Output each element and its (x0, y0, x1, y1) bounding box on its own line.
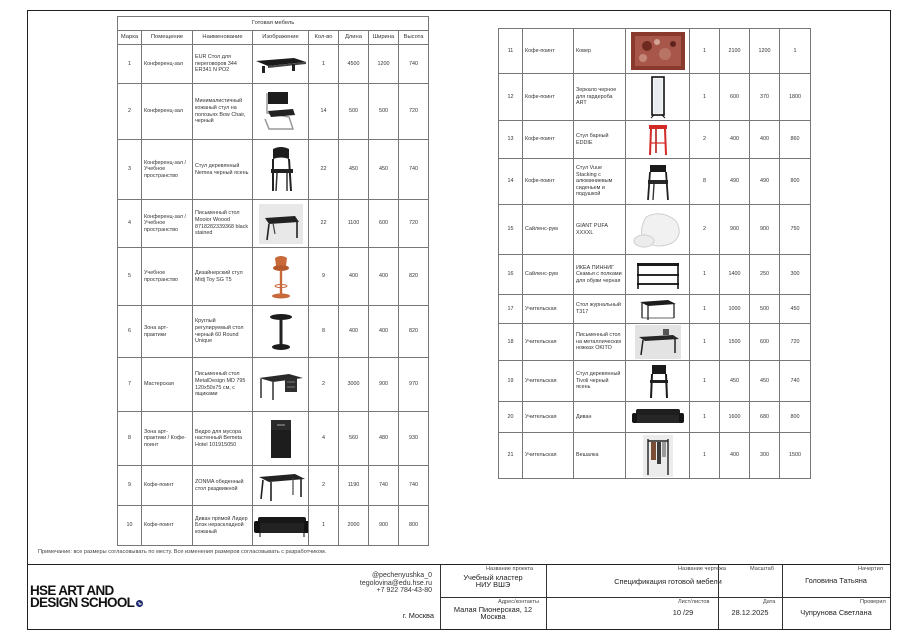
row-qty: 4 (309, 412, 339, 466)
row-mark: 1 (118, 45, 142, 84)
table-row (118, 506, 429, 546)
row-qty: 8 (690, 159, 720, 205)
row-name: GIANT PUFA XXXXL (574, 205, 626, 255)
address-label: Адрес/контакты (498, 599, 539, 605)
row-height: 800 (780, 159, 811, 205)
header-mark: Марка (118, 31, 142, 45)
row-height: 720 (780, 324, 811, 361)
row-mark: 11 (499, 29, 523, 74)
row-height: 740 (399, 140, 429, 200)
row-height: 930 (399, 412, 429, 466)
logo-badge-icon: Ъ (137, 600, 142, 606)
table-row (118, 412, 429, 466)
row-mark: 9 (118, 466, 142, 506)
row-image (253, 358, 309, 412)
row-height: 300 (780, 255, 811, 295)
row-length: 600 (720, 74, 750, 121)
sheets-label: Лист/листов (678, 599, 710, 605)
row-qty: 1 (690, 402, 720, 433)
table-row (499, 121, 811, 159)
row-image (626, 121, 690, 159)
contact-phone: +7 922 784-43-80 (376, 587, 432, 595)
row-image (253, 200, 309, 248)
table-row (499, 324, 811, 361)
row-qty: 2 (690, 121, 720, 159)
contact-handle: @pechenyushka_0 (371, 572, 432, 579)
header-length: Длина (339, 31, 369, 45)
row-name: ZONMA обеденный стол раздвижной (193, 466, 253, 506)
address-value-1: Малая Пионерская, 12 (453, 605, 533, 614)
row-name: Стул барный EDDIE (574, 121, 626, 159)
header-image: Изображение (253, 31, 309, 45)
row-name: Ведро для мусора настенный Bemeta Hotel 101915050 (193, 412, 253, 466)
sheets-value: 10 /29 (672, 608, 694, 617)
row-image (253, 45, 309, 84)
row-width: 900 (750, 205, 780, 255)
row-room: Учительская (523, 324, 574, 361)
row-mark: 20 (499, 402, 523, 433)
row-height: 1800 (780, 74, 811, 121)
table-row (499, 295, 811, 324)
logo-line-1: HSE ART AND (30, 583, 114, 598)
row-length: 1100 (339, 200, 369, 248)
row-qty: 2 (690, 205, 720, 255)
row-length: 1000 (720, 295, 750, 324)
row-mark: 14 (499, 159, 523, 205)
row-qty: 1 (690, 324, 720, 361)
shoe-bench-icon (627, 259, 688, 291)
row-name: Письменный стол Mooior Woood 8718282339368 black stained (193, 200, 253, 248)
bar-stool-icon (254, 252, 307, 302)
row-name: Стол журнальный T317 (574, 295, 626, 324)
drawing-value: Спецификация готовой мебели (614, 577, 722, 586)
row-height: 720 (399, 84, 429, 140)
table-row (118, 84, 429, 140)
row-image (626, 205, 690, 255)
row-width: 500 (750, 295, 780, 324)
row-mark: 10 (118, 506, 142, 546)
row-mark: 18 (499, 324, 523, 361)
coffee-table-icon (627, 296, 688, 322)
table-row (499, 74, 811, 121)
row-room: Кофе-поинт (523, 159, 574, 205)
waste-bin-icon (254, 416, 307, 462)
row-name: Стул деревянный Tivoli черный ясень (574, 361, 626, 402)
row-length: 400 (339, 306, 369, 358)
row-qty: 2 (309, 466, 339, 506)
table-row (118, 248, 429, 306)
row-mark: 4 (118, 200, 142, 248)
row-length: 490 (720, 159, 750, 205)
row-name: Круглый регулируемый стол черный 60 Round Unique (193, 306, 253, 358)
row-mark: 15 (499, 205, 523, 255)
row-length: 450 (720, 361, 750, 402)
table-row (118, 45, 429, 84)
row-qty: 22 (309, 140, 339, 200)
row-name: Минималистичный кожаный стул на полозьях Bow Chair, черный (193, 84, 253, 140)
metal-desk-icon (254, 368, 307, 402)
logo-line-2: DESIGN SCHOOL (30, 595, 135, 610)
project-label: Название проекта (486, 566, 534, 572)
row-room: Учительская (523, 295, 574, 324)
conference-table-icon (254, 53, 307, 75)
table-row (499, 205, 811, 255)
row-mark: 19 (499, 361, 523, 402)
table-header-row (118, 31, 429, 45)
row-mark: 13 (499, 121, 523, 159)
row-room: Кофе-поинт (523, 74, 574, 121)
wooden-chair-icon (254, 145, 307, 195)
row-height: 740 (399, 45, 429, 84)
row-room: Кофе-поинт (523, 121, 574, 159)
row-width: 600 (369, 200, 399, 248)
table-row (118, 466, 429, 506)
row-width: 680 (750, 402, 780, 433)
stacking-chair-icon (627, 162, 688, 202)
row-height: 720 (399, 200, 429, 248)
header-qty: Кол-во (309, 31, 339, 45)
row-width: 900 (369, 358, 399, 412)
row-length: 2000 (339, 506, 369, 546)
row-mark: 3 (118, 140, 142, 200)
row-room: Учительская (523, 361, 574, 402)
row-width: 400 (750, 121, 780, 159)
checked-value: Чупрунова Светлана (800, 608, 872, 617)
row-image (626, 324, 690, 361)
divider (440, 597, 890, 598)
contact-email[interactable]: tegolovina@edu.hse.ru (359, 579, 432, 587)
row-qty: 8 (309, 306, 339, 358)
row-height: 820 (399, 248, 429, 306)
row-room: Учительская (523, 433, 574, 479)
title-block (28, 564, 890, 629)
row-width: 1200 (750, 29, 780, 74)
row-height: 820 (399, 306, 429, 358)
contacts (330, 572, 432, 595)
row-image (253, 306, 309, 358)
row-length: 2100 (720, 29, 750, 74)
row-qty: 1 (309, 45, 339, 84)
row-name: Стул Vuue Stacking с алюминиевым сиденьем и подушкой (574, 159, 626, 205)
row-mark: 16 (499, 255, 523, 295)
cantilever-chair-icon (254, 89, 307, 135)
header-width: Ширина (369, 31, 399, 45)
row-length: 450 (339, 140, 369, 200)
dining-table-icon (254, 469, 307, 503)
row-mark: 7 (118, 358, 142, 412)
row-length: 400 (720, 121, 750, 159)
row-qty: 1 (690, 74, 720, 121)
okito-desk-icon (627, 325, 688, 359)
sofa-icon (627, 406, 688, 428)
city-value: г. Москва (402, 611, 434, 620)
row-name: Письменный стол на металлических ножках OKITO (574, 324, 626, 361)
table-row (499, 433, 811, 479)
row-name: Диван прямой Лидер Блэк нераскладной кожаный (193, 506, 253, 546)
row-room: Сайленс-рум (523, 205, 574, 255)
row-room: Конференц-зал / Учебное пространство (142, 140, 193, 200)
drawing-label: Название чертежа (678, 566, 726, 572)
row-height: 750 (780, 205, 811, 255)
row-qty: 1 (690, 255, 720, 295)
table-row (499, 29, 811, 74)
row-qty: 2 (309, 358, 339, 412)
row-image (626, 402, 690, 433)
row-height: 740 (399, 466, 429, 506)
header-height: Высота (399, 31, 429, 45)
row-qty: 22 (309, 200, 339, 248)
furniture-spec-table-right (498, 28, 811, 479)
row-image (626, 74, 690, 121)
drew-value: Головина Татьяна (805, 576, 867, 585)
row-width: 1200 (369, 45, 399, 84)
row-width: 480 (369, 412, 399, 466)
row-width: 450 (750, 361, 780, 402)
round-table-icon (254, 311, 307, 353)
note-text: Примечание: все размеры согласовывать по месту. Все изменения размеров согласовывать с разработчиком. (38, 549, 327, 555)
table-row (118, 306, 429, 358)
row-height: 860 (780, 121, 811, 159)
row-room: Кофе-поинт (523, 29, 574, 74)
table-row (499, 361, 811, 402)
table-row (118, 140, 429, 200)
row-room: Кофе-поинт (142, 466, 193, 506)
date-value: 28.12.2025 (731, 608, 769, 617)
row-width: 600 (750, 324, 780, 361)
row-room: Учебное пространство (142, 248, 193, 306)
carpet-icon (627, 30, 688, 72)
row-length: 500 (339, 84, 369, 140)
row-name: ИКЕА ПИННИГ Скамья с полками для обуви черная (574, 255, 626, 295)
row-image (253, 412, 309, 466)
row-image (626, 29, 690, 74)
table-row (499, 255, 811, 295)
table-row (499, 402, 811, 433)
row-image (626, 361, 690, 402)
row-image (253, 84, 309, 140)
row-qty: 1 (690, 433, 720, 479)
row-length: 1190 (339, 466, 369, 506)
row-room: Зона арт-практики (142, 306, 193, 358)
row-length: 3000 (339, 358, 369, 412)
row-room: Конференц-зал / Учебное пространство (142, 200, 193, 248)
row-height: 450 (780, 295, 811, 324)
row-qty: 14 (309, 84, 339, 140)
writing-desk-icon (254, 204, 307, 244)
row-name: Дизайнерский стул Midj Toy SG T5 (193, 248, 253, 306)
row-height: 970 (399, 358, 429, 412)
row-height: 800 (780, 402, 811, 433)
row-mark: 17 (499, 295, 523, 324)
row-name: Диван (574, 402, 626, 433)
tivoli-chair-icon (627, 362, 688, 400)
scale-label: Масштаб (750, 566, 774, 572)
row-width: 400 (369, 248, 399, 306)
row-mark: 8 (118, 412, 142, 466)
red-bar-stool-icon (627, 123, 688, 157)
row-length: 1400 (720, 255, 750, 295)
row-qty: 1 (690, 295, 720, 324)
table-row (118, 358, 429, 412)
row-image (626, 255, 690, 295)
row-height: 740 (780, 361, 811, 402)
row-room: Конференц-зал (142, 45, 193, 84)
address-value-2: Москва (480, 612, 506, 621)
leather-sofa-icon (254, 513, 307, 539)
row-qty: 1 (309, 506, 339, 546)
row-room: Учительская (523, 402, 574, 433)
row-length: 400 (339, 248, 369, 306)
row-room: Кофе-поинт (142, 506, 193, 546)
header-name: Наименование (193, 31, 253, 45)
row-image (253, 140, 309, 200)
row-length: 4500 (339, 45, 369, 84)
bean-bag-icon (627, 211, 688, 249)
row-image (626, 433, 690, 479)
row-qty: 9 (309, 248, 339, 306)
drew-label: Начертил (858, 566, 883, 572)
row-name: Стул деревянный Nemea черный ясень (193, 140, 253, 200)
row-mark: 12 (499, 74, 523, 121)
row-width: 400 (369, 306, 399, 358)
row-mark: 2 (118, 84, 142, 140)
row-room: Мастерская (142, 358, 193, 412)
row-width: 250 (750, 255, 780, 295)
row-height: 1 (780, 29, 811, 74)
row-room: Сайленс-рум (523, 255, 574, 295)
row-qty: 1 (690, 29, 720, 74)
row-mark: 21 (499, 433, 523, 479)
project-value-2: НИУ ВШЭ (475, 580, 511, 589)
row-width: 370 (750, 74, 780, 121)
row-width: 900 (369, 506, 399, 546)
table-title: Готовая мебель (118, 17, 429, 31)
row-image (626, 159, 690, 205)
row-room: Зона арт-практики / Кофе-поинт (142, 412, 193, 466)
row-length: 560 (339, 412, 369, 466)
row-height: 800 (399, 506, 429, 546)
row-width: 740 (369, 466, 399, 506)
row-length: 400 (720, 433, 750, 479)
row-length: 1500 (720, 324, 750, 361)
row-qty: 1 (690, 361, 720, 402)
floor-mirror-icon (627, 75, 688, 119)
row-width: 500 (369, 84, 399, 140)
row-name: Вешалка (574, 433, 626, 479)
row-width: 490 (750, 159, 780, 205)
row-width: 450 (369, 140, 399, 200)
school-logo (30, 585, 143, 609)
date-label: Дата (763, 599, 776, 605)
row-height: 1500 (780, 433, 811, 479)
furniture-spec-table-left (117, 16, 429, 546)
row-name: EUR Стол для переговоров 344 ER341 N PO2 (193, 45, 253, 84)
row-image (253, 466, 309, 506)
row-name: Письменный стол MetalDesign MD 795 120x50x75 см, с ящиками (193, 358, 253, 412)
row-room: Конференц-зал (142, 84, 193, 140)
row-width: 300 (750, 433, 780, 479)
table-row (118, 200, 429, 248)
row-name: Зеркало черное для гардероба ART (574, 74, 626, 121)
row-image (253, 248, 309, 306)
table-row (499, 159, 811, 205)
row-length: 900 (720, 205, 750, 255)
row-image (626, 295, 690, 324)
row-image (253, 506, 309, 546)
project-value-1: Учебный кластер (463, 573, 523, 582)
row-mark: 5 (118, 248, 142, 306)
row-name: Ковер (574, 29, 626, 74)
row-length: 1600 (720, 402, 750, 433)
header-room: Помещение (142, 31, 193, 45)
row-mark: 6 (118, 306, 142, 358)
clothes-rack-icon (627, 435, 688, 477)
checked-label: Проверил (860, 599, 886, 605)
